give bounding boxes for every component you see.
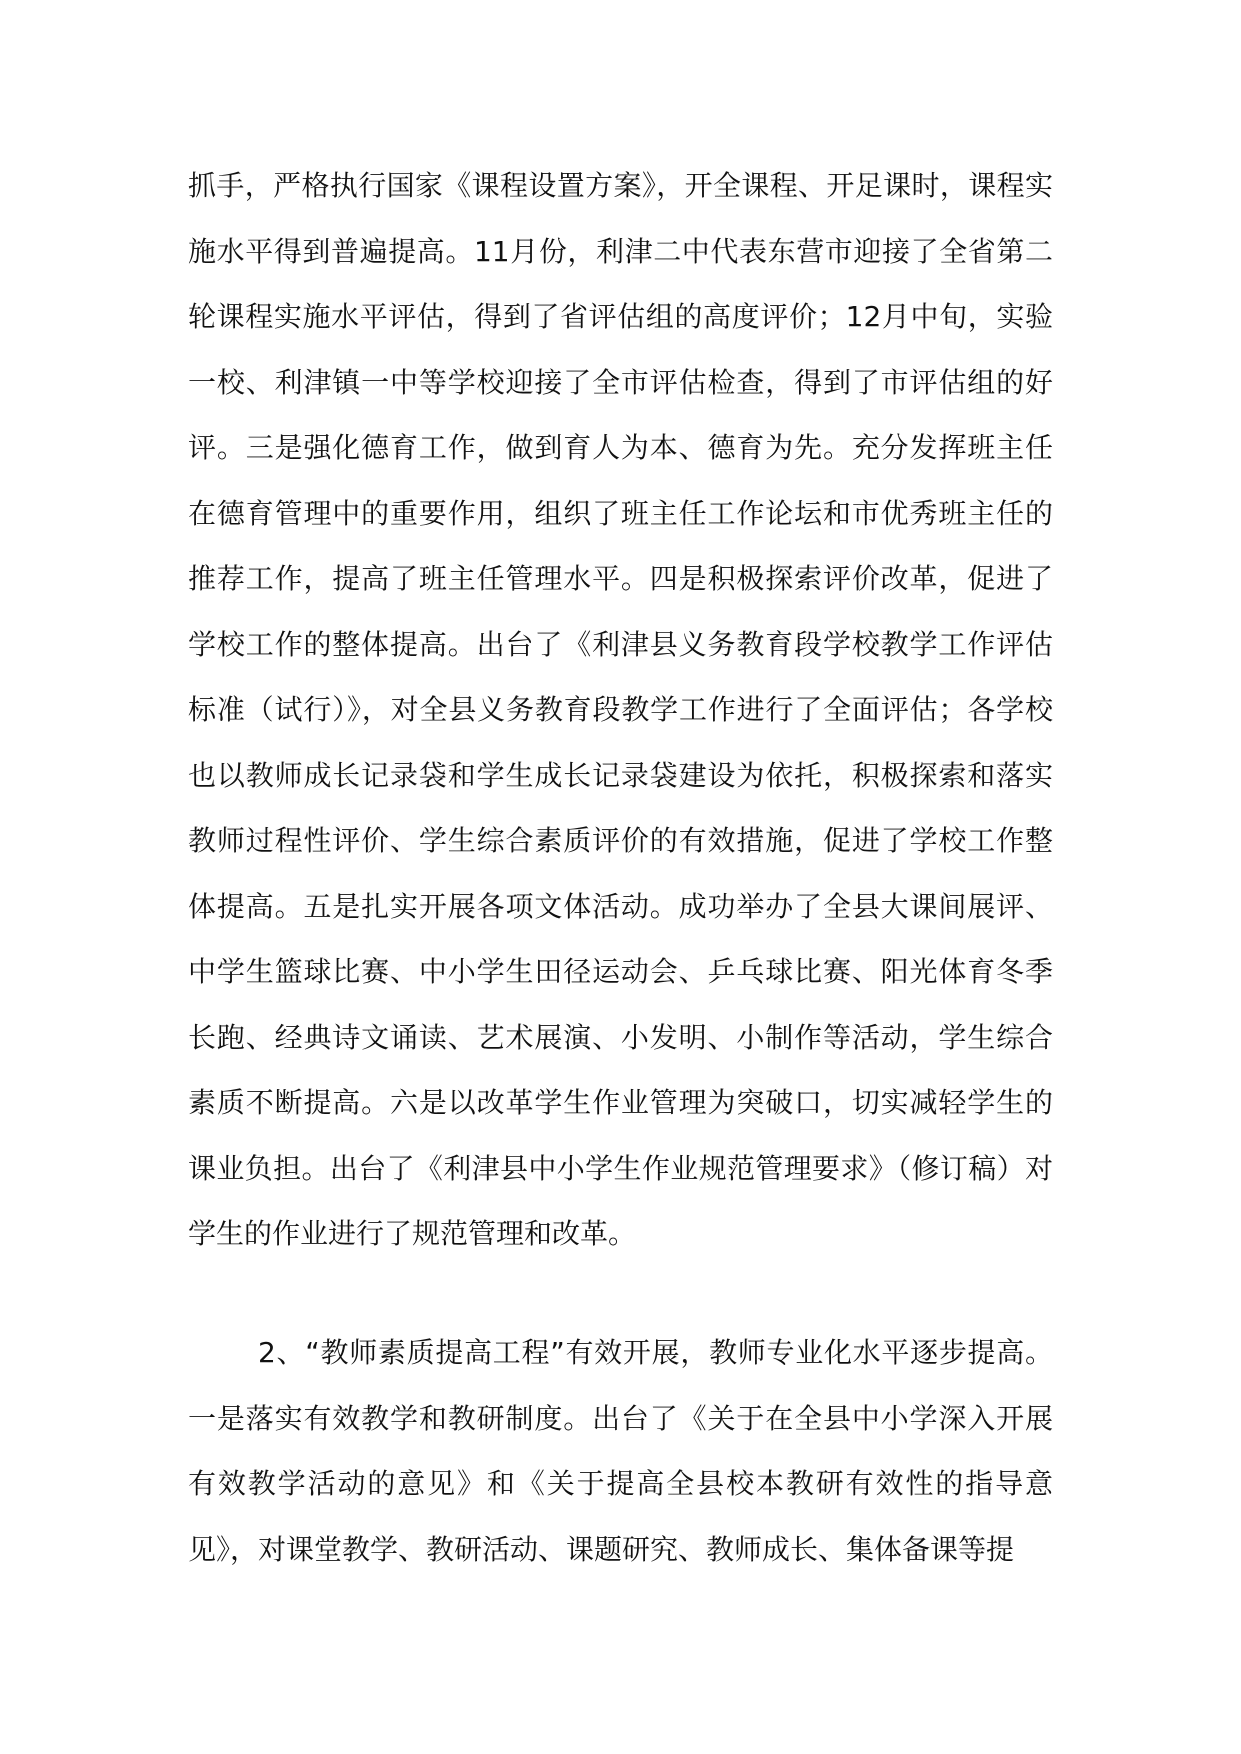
body-paragraph: 抓手，严格执行国家《课程设置方案》，开全课程、开足课时，课程实施水平得到普遍提高。11月份，利津二中代表东营市迎接了全省第二轮课程实施水平评估，得到了省评估组的高度评价；12月中旬，实验一校、利津镇一中等学校迎接了全市评估检查，得到了市评估组的好评。三是强化德育工作，做到育人为本、德育为先。充分发挥班主任在德育管理中的重要作用，组织了班主任工作论坛和市优秀班主任的推荐工作，提高了班主任管理水平。四是积极探索评价改革，促进了学校工作的整体提高。出台了《利津县义务教育段学校教学工作评估标准（试行）》，对全县义务教育段教学工作进行了全面评估；各学校也以教师成长记录袋和学生成长记录袋建设为依托，积极探索和落实教师过程性评价、学生综合素质评价的有效措施，促进了学校工作整体提高。五是扎实开展各项文体活动。成功举办了全县大课间展评、中学生篮球比赛、中小学生田径运动会、乒乓球比赛、阳光体育冬季长跑、经典诗文诵读、艺术展演、小发明、小制作等活动，学生综合素质不断提高。六是以改革学生作业管理为突破口，切实减轻学生的课业负担。出台了《利津县中小学生作业规范管理要求》（修订稿）对学生的作业进行了规范管理和改革。 — [188, 169, 1053, 1250]
numbered-paragraph: 2、“教师素质提高工程”有效开展，教师专业化水平逐步提高。一是落实有效教学和教研制度。出台了《关于在全县中小学深入开展有效教学活动的意见》和《关于提高全县校本教研有效性的指导意见》，对课堂教学、教研活动、课题研究、教师成长、集体备课等提 — [188, 1336, 1053, 1566]
